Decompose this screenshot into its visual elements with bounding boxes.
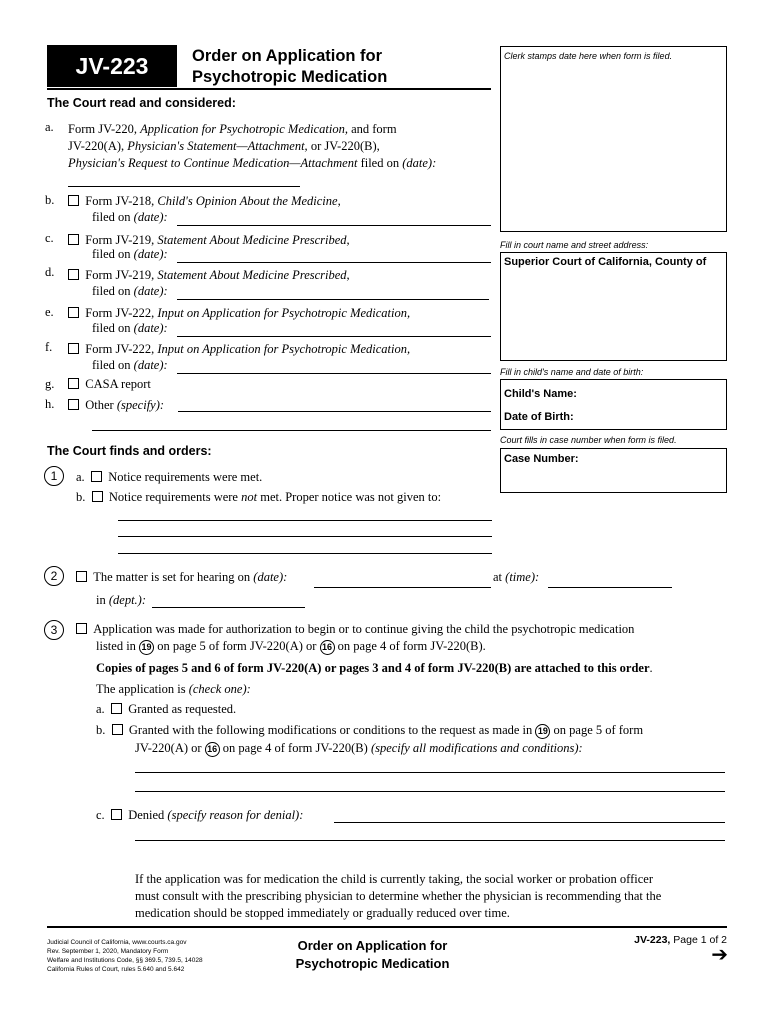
form-number: JV-223 xyxy=(75,53,149,79)
header-rule xyxy=(47,88,491,90)
item-b-letter: b. xyxy=(45,193,55,207)
item-h-specify-line[interactable] xyxy=(178,411,491,412)
item-1b-line-3[interactable] xyxy=(118,553,492,554)
ref-16-icon: 16 xyxy=(320,640,335,655)
item-2-dept-line[interactable] xyxy=(152,607,305,608)
item-2-line1: The matter is set for hearing on (date): xyxy=(76,569,287,585)
form-number-badge xyxy=(47,45,177,87)
item-e-line2: filed on (date): xyxy=(92,321,168,335)
item-a-line3: Physician's Request to Continue Medication—Attachment filed on (date): xyxy=(68,156,437,170)
item-f-line1: Form JV-222, Input on Application for Psychotropic Medication, xyxy=(68,341,410,357)
case-label: Case Number: xyxy=(504,453,579,465)
item-3a: a. Granted as requested. xyxy=(96,702,237,716)
court-name-box[interactable] xyxy=(500,252,727,361)
case-note: Court fills in case number when form is filed. xyxy=(500,435,677,445)
dob-label: Date of Birth: xyxy=(504,411,574,423)
item-3b-line-2[interactable] xyxy=(135,791,725,792)
item-3-number: 3 xyxy=(44,620,64,640)
item-2-dept: in (dept.): xyxy=(96,593,146,607)
item-1b: b. Notice requirements were not met. Proper notice was not given to: xyxy=(76,490,442,504)
item-g-line1: CASA report xyxy=(68,376,151,392)
finds-heading: The Court finds and orders: xyxy=(47,444,212,458)
clerk-stamp-box xyxy=(500,46,727,232)
item-a-letter: a. xyxy=(45,120,54,134)
item-3-line1: Application was made for authorization to begin or to continue giving the child the psychotropic medication xyxy=(76,621,634,637)
ref-19-icon-b: 19 xyxy=(535,724,550,739)
item-c-line1: Form JV-219, Statement About Medicine Prescribed, xyxy=(68,232,350,248)
ref-16-icon-b: 16 xyxy=(205,742,220,757)
item-g-checkbox[interactable] xyxy=(68,378,79,389)
clerk-note: Clerk stamps date here when form is filed. xyxy=(504,51,673,61)
item-3c-line-1[interactable] xyxy=(334,822,725,823)
item-d-letter: d. xyxy=(45,265,55,279)
item-b-checkbox[interactable] xyxy=(68,195,79,206)
considered-heading: The Court read and considered: xyxy=(47,96,236,110)
item-3-check-one: The application is (check one): xyxy=(96,682,251,696)
item-g-letter: g. xyxy=(45,377,55,391)
item-1b-checkbox[interactable] xyxy=(92,491,103,502)
item-f-letter: f. xyxy=(45,340,53,354)
item-3-checkbox[interactable] xyxy=(76,623,87,634)
item-b-date-line[interactable] xyxy=(177,225,491,226)
item-c-line2: filed on (date): xyxy=(92,247,168,261)
child-note: Fill in child's name and date of birth: xyxy=(500,367,644,377)
item-e-line1: Form JV-222, Input on Application for Psychotropic Medication, xyxy=(68,305,410,321)
item-3a-checkbox[interactable] xyxy=(111,703,122,714)
item-1-number: 1 xyxy=(44,466,64,486)
item-1a-checkbox[interactable] xyxy=(91,471,102,482)
item-e-letter: e. xyxy=(45,305,54,319)
case-number-box xyxy=(500,448,727,493)
form-title: Order on Application for Psychotropic Medication xyxy=(192,47,388,86)
item-f-line2: filed on (date): xyxy=(92,358,168,372)
item-3-note-1: If the application was for medication the child is currently taking, the social worker or probation officer xyxy=(135,872,653,886)
item-e-date-line[interactable] xyxy=(177,336,491,337)
item-1b-line-1[interactable] xyxy=(118,520,492,521)
item-3c-line-2[interactable] xyxy=(135,840,725,841)
item-b-line1: Form JV-218, Child's Opinion About the Medicine, xyxy=(68,193,341,209)
child-name-label: Child's Name: xyxy=(504,388,577,400)
child-info-box xyxy=(500,379,727,430)
ref-19-icon: 19 xyxy=(139,640,154,655)
item-3-note-3: medication should be stopped immediately or gradually reduced over time. xyxy=(135,906,510,920)
item-h-line1: Other (specify): xyxy=(68,397,164,413)
item-c-checkbox[interactable] xyxy=(68,234,79,245)
footer-rule xyxy=(47,926,727,928)
court-note: Fill in court name and street address: xyxy=(500,240,649,250)
item-a-line2: JV-220(A), Physician's Statement—Attachment, or JV-220(B), xyxy=(68,139,380,153)
item-2-number: 2 xyxy=(44,566,64,586)
item-f-checkbox[interactable] xyxy=(68,343,79,354)
item-3b-line-1[interactable] xyxy=(135,772,725,773)
item-3-line2: listed in 19 on page 5 of form JV-220(A) or 16 on page 4 of form JV-220(B). xyxy=(96,639,486,653)
item-b-line2: filed on (date): xyxy=(92,210,168,224)
item-3-copies: Copies of pages 5 and 6 of form JV-220(A) or pages 3 and 4 of form JV-220(B) are attached to this order. xyxy=(96,661,653,675)
item-h-specify-line-2[interactable] xyxy=(92,430,491,431)
next-page-arrow-icon[interactable]: ➔ xyxy=(711,942,728,966)
item-c-letter: c. xyxy=(45,231,54,245)
item-a-date-line[interactable] xyxy=(68,186,300,187)
item-3b-line2: JV-220(A) or 16 on page 4 of form JV-220(B) (specify all modifications and conditions): xyxy=(135,741,583,755)
item-d-date-line[interactable] xyxy=(177,299,489,300)
item-a-line1: Form JV-220, Application for Psychotropic Medication, and form xyxy=(68,122,397,136)
item-d-checkbox[interactable] xyxy=(68,269,79,280)
item-2-time-line[interactable] xyxy=(548,587,672,588)
item-3b-checkbox[interactable] xyxy=(112,724,123,735)
item-2-checkbox[interactable] xyxy=(76,571,87,582)
item-2-at: at (time): xyxy=(493,570,540,584)
item-3b-line1: b. Granted with the following modifications or conditions to the request as made in 19 on page 5 of form xyxy=(96,723,644,737)
item-3c-checkbox[interactable] xyxy=(111,809,122,820)
item-f-date-line[interactable] xyxy=(177,373,491,374)
item-e-checkbox[interactable] xyxy=(68,307,79,318)
item-d-line2: filed on (date): xyxy=(92,284,168,298)
item-1b-line-2[interactable] xyxy=(118,536,492,537)
item-d-line1: Form JV-219, Statement About Medicine Prescribed, xyxy=(68,267,350,283)
item-2-date-line[interactable] xyxy=(314,587,491,588)
item-h-letter: h. xyxy=(45,397,55,411)
item-3-note-2: must consult with the prescribing physician to determine whether the physician is recommending that the xyxy=(135,889,662,903)
footer-title: Order on Application for Psychotropic Medication xyxy=(295,938,450,971)
item-h-checkbox[interactable] xyxy=(68,399,79,410)
item-3c: c. Denied (specify reason for denial): xyxy=(96,808,304,822)
item-c-date-line[interactable] xyxy=(177,262,491,263)
footer-meta: Judicial Council of California, www.courts.ca.gov Rev. September 1, 2020, Mandatory Form Welfare and Institutions Code, §§ 369.5, 739.5, 14028 California Rules of Court, rules 5.640 and 5.642 xyxy=(47,939,203,973)
footer-page: JV-223, Page 1 of 2 xyxy=(634,934,727,946)
court-label: Superior Court of California, County of xyxy=(504,256,707,268)
item-1a: a. Notice requirements were met. xyxy=(76,470,263,484)
